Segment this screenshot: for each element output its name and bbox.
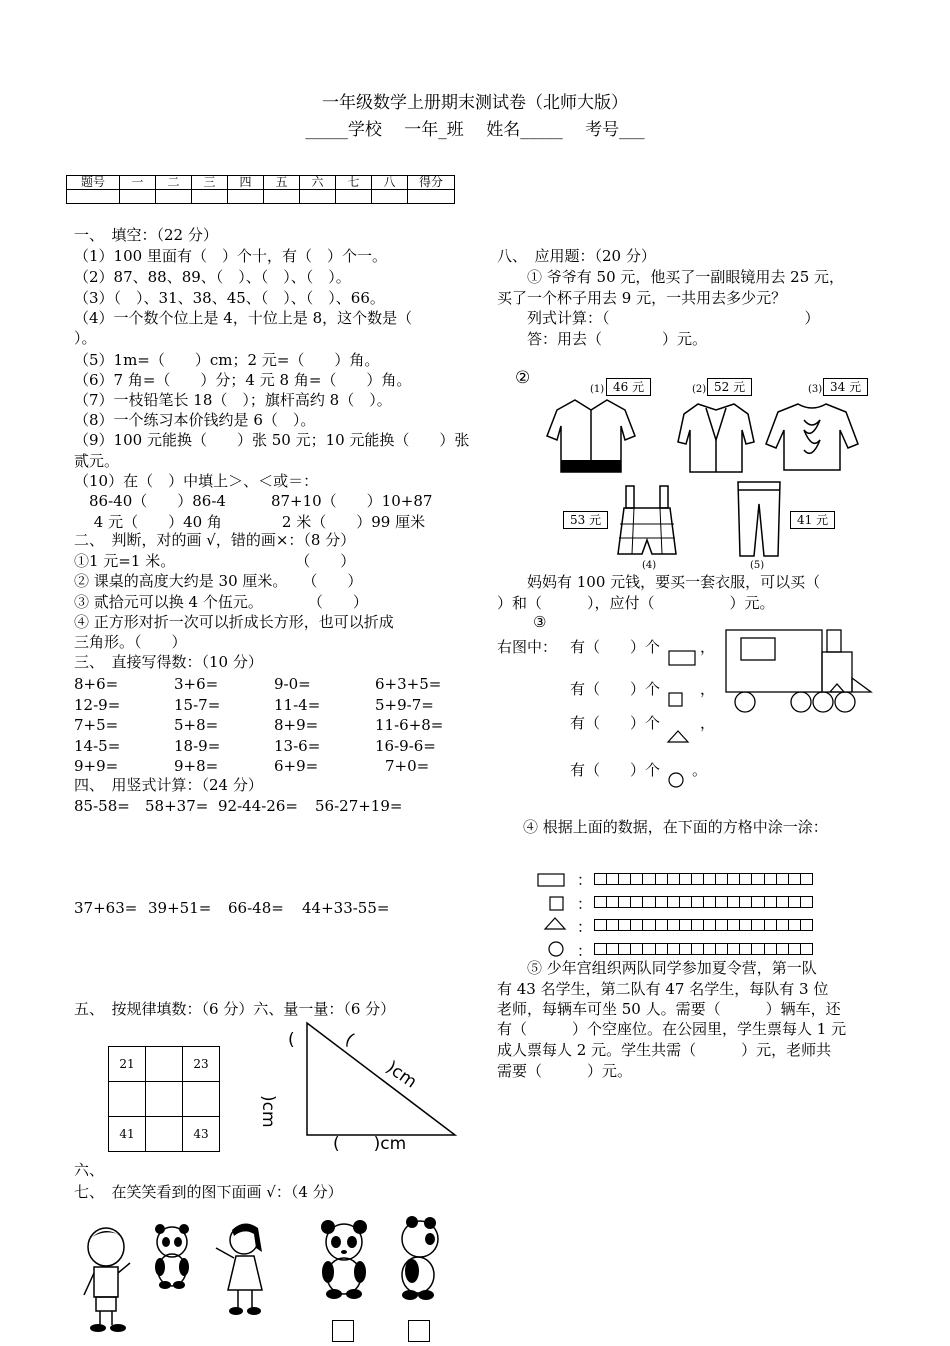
grid-colon-4: ： <box>577 942 593 960</box>
question-1-line: ① 爷爷有 50 元，他买了一副眼镜用去 25 元， <box>497 268 845 286</box>
train-figure <box>725 626 873 716</box>
mental-math-item: 6+9= <box>274 757 319 775</box>
grid-cell[interactable] <box>607 920 619 930</box>
mental-math-item: 3+6= <box>174 675 219 693</box>
vertical-calc-item: 92-44-26= <box>218 797 298 815</box>
grid-cell[interactable] <box>631 874 643 884</box>
mental-math-item: 7+0= <box>385 757 430 775</box>
score-header-cell: 四 <box>228 176 264 190</box>
grid-cell[interactable] <box>704 874 716 884</box>
vertical-calc-item: 56-27+19= <box>315 797 403 815</box>
mental-math-item: 5+9-7= <box>375 695 434 714</box>
clothes-5-price: 41 元 <box>790 511 835 529</box>
section-1-line: （4）一个数个位上是 4，十位上是 8，这个数是（ <box>74 309 413 327</box>
section-2-line: ④ 正方形对折一次可以折成长方形，也可以折成 <box>74 613 394 631</box>
grid-cell[interactable] <box>595 897 607 907</box>
section-1-line: 贰元。 <box>74 452 120 470</box>
question-5-line: ⑤ 少年宫组织两队同学参加夏令营，第一队 <box>497 959 817 977</box>
grid-colon-3: ： <box>577 918 593 936</box>
triangle-hyp-label: )cm <box>382 1057 421 1093</box>
question-3-prefix: 右图中： <box>497 638 558 656</box>
question-3-line: 有（ ）个 <box>570 761 661 779</box>
answer-checkbox-2[interactable] <box>408 1320 430 1342</box>
color-grid-circle[interactable] <box>594 943 813 955</box>
grid-cell[interactable] <box>716 897 728 907</box>
grid-cell[interactable] <box>777 920 789 930</box>
sweater-icon <box>764 400 860 474</box>
page-title: 一年级数学上册期末测试卷（北师大版） <box>322 93 628 113</box>
grid-cell[interactable] <box>752 874 764 884</box>
circle-shape-icon <box>668 772 686 790</box>
section-1-line: （2）87、88、89、（ ）、（ ）、（ ）。 <box>74 268 351 286</box>
grid-cell[interactable] <box>704 897 716 907</box>
grid-cell[interactable] <box>716 944 728 954</box>
grid-cell[interactable] <box>607 944 619 954</box>
score-header-cell: 得分 <box>408 176 455 190</box>
score-header-cell: 五 <box>264 176 300 190</box>
grid-colon-1: ： <box>577 871 593 889</box>
section-2-line: ①1 元=1 米。 （ ） <box>74 552 356 570</box>
boy-figure-icon <box>78 1225 138 1337</box>
grid-cell[interactable] <box>619 897 631 907</box>
grid-cell[interactable] <box>692 920 704 930</box>
girl-figure-icon <box>208 1218 270 1318</box>
grid-cell[interactable] <box>656 874 668 884</box>
section-1-line: （9）100 元能换（ ）张 50 元；10 元能换（ ）张 <box>74 431 470 449</box>
question-3-line: 有（ ）个 <box>570 638 661 656</box>
grid-cell[interactable] <box>619 920 631 930</box>
section-1-line: （3）（ ）、31、38、45、（ ）、（ ）、66。 <box>74 289 385 307</box>
grid-cell[interactable] <box>777 874 789 884</box>
pattern-cell[interactable] <box>146 1082 183 1117</box>
pattern-cell[interactable] <box>146 1117 183 1152</box>
grid-cell[interactable] <box>631 944 643 954</box>
score-blank-cell[interactable] <box>336 190 372 204</box>
grid-cell[interactable] <box>643 874 655 884</box>
section-5-heading: 五、 按规律填数：（6 分）六、量一量：（6 分） <box>74 1000 396 1018</box>
pattern-cell: 21 <box>109 1047 146 1082</box>
grid-cell[interactable] <box>643 897 655 907</box>
grid-cell[interactable] <box>595 874 607 884</box>
grid-cell[interactable] <box>716 920 728 930</box>
score-blank-cell[interactable] <box>228 190 264 204</box>
score-header-cell: 一 <box>120 176 156 190</box>
triangle-shape-icon <box>666 730 690 744</box>
score-blank-cell[interactable] <box>67 190 120 204</box>
question-5-line: 有 43 名学生，第二队有 47 名学生，每队有 3 位 <box>497 980 829 998</box>
question-2-marker: ② <box>515 368 531 388</box>
section-1-line: （10）在（ ）中填上＞、＜或＝： <box>74 472 319 490</box>
clothes-4-label: (4) <box>642 560 657 571</box>
score-blank-cell[interactable] <box>408 190 455 204</box>
grid-cell[interactable] <box>619 944 631 954</box>
color-grid-square[interactable] <box>594 896 813 908</box>
question-3-sep: ， <box>700 680 716 698</box>
grid-cell[interactable] <box>607 897 619 907</box>
triangle-left-open: ( <box>288 1030 295 1050</box>
score-blank-cell[interactable] <box>372 190 408 204</box>
question-1-line: 买了一个杯子用去 9 元，一共用去多少元？ <box>497 289 787 307</box>
grid-cell[interactable] <box>716 874 728 884</box>
score-blank-cell[interactable] <box>264 190 300 204</box>
question-3-marker: ③ <box>533 613 547 631</box>
triangle-left-label: )cm <box>258 1095 278 1128</box>
clothes-1-price: 46 元 <box>606 378 651 396</box>
vertical-calc-item: 37+63= <box>74 899 138 917</box>
panda-small-icon <box>150 1222 195 1292</box>
mental-math-item: 13-6= <box>274 736 321 755</box>
pattern-grid <box>108 1046 220 1152</box>
grid-cell[interactable] <box>765 897 777 907</box>
grid-cell[interactable] <box>789 897 801 907</box>
pattern-cell: 43 <box>183 1117 220 1152</box>
grid-cell[interactable] <box>668 920 680 930</box>
pattern-cell: 41 <box>109 1117 146 1152</box>
pattern-cell[interactable] <box>183 1082 220 1117</box>
section-1-line: （8）一个练习本价钱约是 6（ ）。 <box>74 411 316 429</box>
clothes-1-label: (1) <box>590 384 605 395</box>
question-2-line: 妈妈有 100 元钱，要买一套衣服，可以买（ <box>497 573 821 591</box>
score-header-cell: 八 <box>372 176 408 190</box>
grid-cell[interactable] <box>765 920 777 930</box>
mental-math-item: 14-5= <box>74 736 121 755</box>
section-4-heading: 四、 用竖式计算：（24 分） <box>74 776 263 794</box>
question-3-sep: ， <box>700 714 716 732</box>
section-1-line: 86-40（ ）86-4 87+10（ ）10+87 <box>74 492 433 510</box>
grid-cell[interactable] <box>692 897 704 907</box>
section-2-line: ② 课桌的高度大约是 30 厘米。 （ ） <box>74 572 363 590</box>
pattern-cell[interactable] <box>109 1082 146 1117</box>
grid-cell[interactable] <box>728 920 740 930</box>
grid-cell[interactable] <box>728 874 740 884</box>
pattern-cell[interactable] <box>146 1047 183 1082</box>
grid-cell[interactable] <box>801 944 812 954</box>
question-5-line: 有（ ）个空座位。在公园里，学生票每人 1 元 <box>497 1020 847 1038</box>
score-blank-cell[interactable] <box>120 190 156 204</box>
grid-cell[interactable] <box>619 874 631 884</box>
mental-math-item: 11-6+8= <box>375 716 444 734</box>
grid-cell[interactable] <box>777 944 789 954</box>
grid-cell[interactable] <box>595 920 607 930</box>
grid-cell[interactable] <box>668 897 680 907</box>
mental-math-item: 7+5= <box>74 716 119 734</box>
grid-cell[interactable] <box>668 944 680 954</box>
mental-math-item: 8+6= <box>74 675 119 693</box>
grid-cell[interactable] <box>692 944 704 954</box>
section-7-heading: 七、 在笑笑看到的图下面画 √：（4 分） <box>74 1183 343 1201</box>
grid-cell[interactable] <box>668 874 680 884</box>
mental-math-item: 8+9= <box>274 716 319 734</box>
section-1-line: （6）7 角=（ ）分；4 元 8 角=（ ）角。 <box>74 371 412 389</box>
question-2-line: ）和（ ），应付（ ）元。 <box>497 594 775 612</box>
question-3-sep: 。 <box>692 761 708 779</box>
mental-math-item: 6+3+5= <box>375 675 442 693</box>
mental-math-item: 9+8= <box>174 757 219 775</box>
color-grid-triangle[interactable] <box>594 919 813 931</box>
grid-cell[interactable] <box>752 944 764 954</box>
grid-cell[interactable] <box>656 897 668 907</box>
grid-cell[interactable] <box>631 920 643 930</box>
mental-math-item: 11-4= <box>274 695 321 714</box>
answer-checkbox-1[interactable] <box>332 1320 354 1342</box>
question-5-line: 老师，每辆车可坐 50 人。需要（ ）辆车，还 <box>497 1000 841 1018</box>
grid-cell[interactable] <box>740 897 752 907</box>
question-3-line: 有（ ）个 <box>570 680 661 698</box>
mental-math-item: 15-7= <box>174 695 221 714</box>
clothes-2-label: (2) <box>692 384 707 395</box>
grid-cell[interactable] <box>704 944 716 954</box>
grid-cell[interactable] <box>728 944 740 954</box>
mental-math-item: 12-9= <box>74 695 121 714</box>
grid-cell[interactable] <box>740 944 752 954</box>
score-header-cell: 七 <box>336 176 372 190</box>
score-header-cell: 题号 <box>67 176 120 190</box>
grid-cell[interactable] <box>752 920 764 930</box>
score-header-cell: 三 <box>192 176 228 190</box>
grid-colon-2: ： <box>577 895 593 913</box>
triangle-bottom-label: ( )cm <box>333 1134 407 1154</box>
grid-cell[interactable] <box>680 897 692 907</box>
vertical-calc-item: 39+51= <box>148 899 212 917</box>
pattern-cell: 23 <box>183 1047 220 1082</box>
clothes-3-price: 34 元 <box>823 378 868 396</box>
question-1-line: 列式计算：（ ） <box>497 309 820 327</box>
grid-cell[interactable] <box>692 874 704 884</box>
vertical-calc-item: 44+33-55= <box>302 899 390 917</box>
section-8-heading: 八、 应用题：（20 分） <box>497 247 656 265</box>
grid-cell[interactable] <box>656 944 668 954</box>
question-1-line: 答：用去（ ）元。 <box>497 330 708 348</box>
grid-cell[interactable] <box>765 874 777 884</box>
section-2-line: ③ 贰拾元可以换 4 个伍元。 （ ） <box>74 593 368 611</box>
grid-rectangle-icon <box>537 873 567 889</box>
grid-cell[interactable] <box>801 920 812 930</box>
vertical-calc-item: 66-48= <box>228 899 284 917</box>
grid-cell[interactable] <box>595 944 607 954</box>
overalls-icon <box>614 480 680 562</box>
grid-cell[interactable] <box>740 874 752 884</box>
clothes-4-price: 53 元 <box>563 511 608 529</box>
mental-math-item: 9+9= <box>74 757 119 775</box>
grid-cell[interactable] <box>789 944 801 954</box>
grid-cell[interactable] <box>656 920 668 930</box>
vertical-calc-item: 58+37= <box>145 797 209 815</box>
section-3-heading: 三、 直接写得数：（10 分） <box>74 653 263 671</box>
grid-triangle-icon <box>543 917 567 931</box>
grid-cell[interactable] <box>789 920 801 930</box>
leather-jacket-icon <box>676 400 756 476</box>
score-blank-cell[interactable] <box>300 190 336 204</box>
panda-side-icon <box>392 1215 444 1301</box>
score-table <box>66 175 455 204</box>
mental-math-item: 16-9-6= <box>375 736 436 755</box>
clothes-5-label: (5) <box>750 560 765 571</box>
score-blank-cell[interactable] <box>192 190 228 204</box>
grid-circle-icon <box>548 941 566 959</box>
score-header-cell: 六 <box>300 176 336 190</box>
square-shape-icon <box>668 692 684 708</box>
grid-cell[interactable] <box>643 944 655 954</box>
question-5-line: 成人票每人 2 元。学生共需（ ）元，老师共 <box>497 1041 832 1059</box>
question-5-line: 需要（ ）元。 <box>497 1062 633 1080</box>
score-blank-cell[interactable] <box>156 190 192 204</box>
mental-math-item: 18-9= <box>174 736 221 755</box>
question-4-text: ④ 根据上面的数据，在下面的方格中涂一涂： <box>523 818 828 836</box>
trousers-icon <box>734 478 784 558</box>
mental-math-item: 9-0= <box>274 675 311 693</box>
section-1-line: ）。 <box>74 329 97 347</box>
section-2-line: 三角形。（ ） <box>74 633 187 651</box>
grid-square-icon <box>549 896 565 912</box>
section-1-line: （1）100 里面有（ ）个十，有（ ）个一。 <box>74 247 387 265</box>
question-3-sep: ， <box>700 638 716 656</box>
section-2-heading: 二、 判断，对的画 √，错的画×：（8 分） <box>74 531 356 549</box>
grid-cell[interactable] <box>680 944 692 954</box>
grid-cell[interactable] <box>740 920 752 930</box>
rectangle-shape-icon <box>668 650 698 668</box>
panda-front-icon <box>316 1218 372 1300</box>
score-header-cell: 二 <box>156 176 192 190</box>
question-3-line: 有（ ）个 <box>570 714 661 732</box>
section-1-line: （7）一枝铅笔长 18（ ）；旗杆高约 8（ ）。 <box>74 391 392 409</box>
clothes-3-label: (3) <box>808 384 823 395</box>
grid-cell[interactable] <box>752 897 764 907</box>
grid-cell[interactable] <box>801 874 812 884</box>
vertical-calc-item: 85-58= <box>74 797 130 815</box>
color-grid-rectangle[interactable] <box>594 873 813 885</box>
triangle-hyp-open: ( <box>341 1029 358 1051</box>
grid-cell[interactable] <box>789 874 801 884</box>
grid-cell[interactable] <box>801 897 812 907</box>
grid-cell[interactable] <box>765 944 777 954</box>
section-6-heading: 六、 <box>74 1161 105 1179</box>
grid-cell[interactable] <box>607 874 619 884</box>
grid-cell[interactable] <box>777 897 789 907</box>
grid-cell[interactable] <box>704 920 716 930</box>
page-subtitle: _____学校 一年_班 姓名_____ 考号___ <box>305 120 645 140</box>
grid-cell[interactable] <box>728 897 740 907</box>
section-1-line: 4 元（ ）40 角 2 米（ ）99 厘米 <box>74 513 426 531</box>
jacket-icon <box>545 396 637 476</box>
grid-cell[interactable] <box>643 920 655 930</box>
grid-cell[interactable] <box>631 897 643 907</box>
grid-cell[interactable] <box>680 874 692 884</box>
clothes-2-price: 52 元 <box>707 378 752 396</box>
section-1-heading: 一、 填空：（22 分） <box>74 226 218 244</box>
section-1-line: （5）1m=（ ）cm；2 元=（ ）角。 <box>74 351 380 369</box>
mental-math-item: 5+8= <box>174 716 219 734</box>
grid-cell[interactable] <box>680 920 692 930</box>
